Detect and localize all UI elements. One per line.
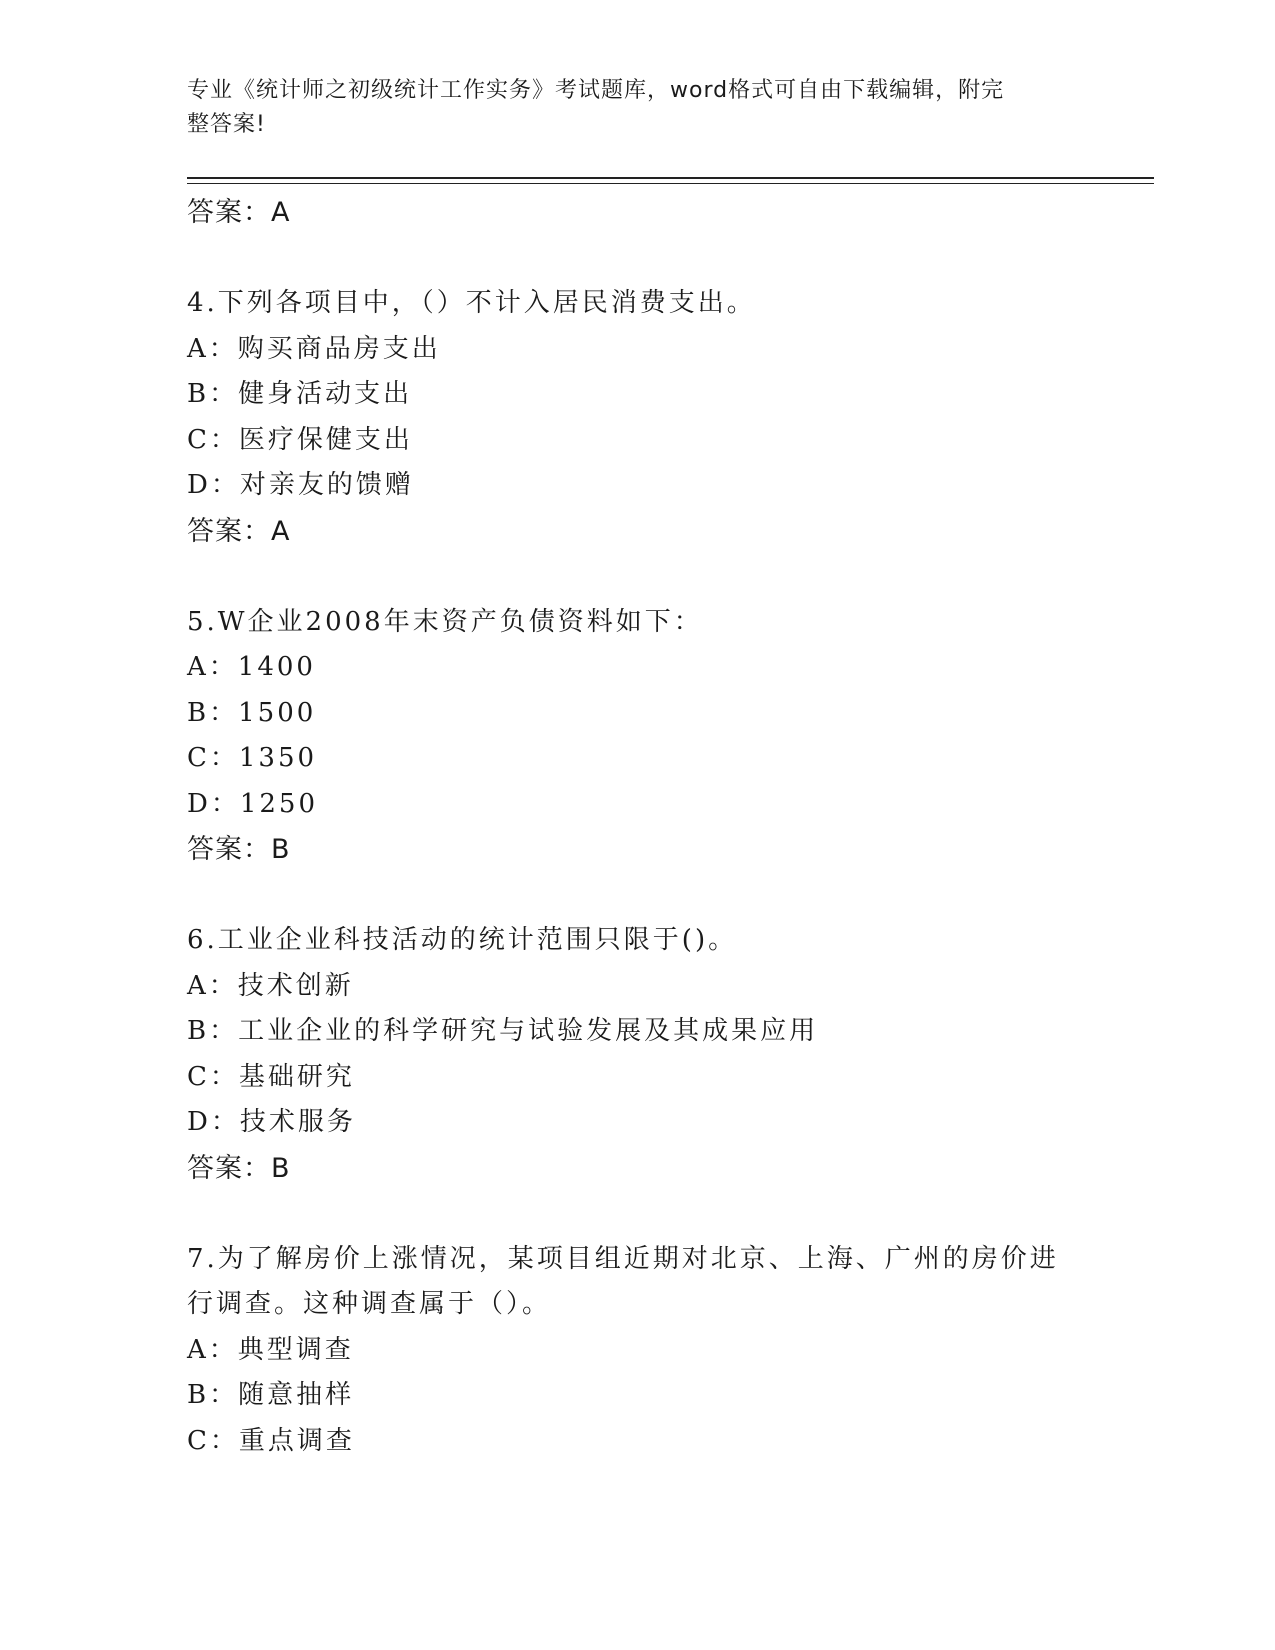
spacer [187, 873, 1087, 919]
question-stem-line-2: 行调查。这种调查属于（）。 [187, 1289, 552, 1319]
option-c: C：医疗保健支出 [187, 424, 413, 455]
option-c: C：1350 [187, 743, 318, 773]
question-stem: 6.工业企业科技活动的统计范围只限于()。 [187, 925, 738, 955]
option-a: A：典型调查 [187, 1334, 354, 1365]
option-b: B：健身活动支出 [187, 379, 413, 409]
header-line-1: 专业《统计师之初级统计工作实务》考试题库，word格式可自由下载编辑，附完 [187, 78, 1005, 103]
option-a: A：购买商品房支出 [187, 333, 441, 364]
header-divider-thin [187, 183, 1154, 184]
document-header [187, 74, 1067, 142]
previous-answer: 答案：A [187, 197, 291, 228]
question-5 [187, 600, 1087, 873]
option-d: D：技术服务 [187, 1107, 356, 1137]
question-4 [187, 281, 1087, 554]
option-d: D：对亲友的馈赠 [187, 470, 414, 500]
question-stem-line-1: 7.为了解房价上涨情况，某项目组近期对北京、上海、广州的房价进 [187, 1243, 1059, 1274]
option-c: C：基础研究 [187, 1061, 355, 1092]
answer: 答案：B [187, 1152, 291, 1184]
option-a: A：技术创新 [187, 970, 354, 1001]
answer: 答案：A [187, 515, 291, 547]
question-stem: 4.下列各项目中，（）不计入居民消费支出。 [187, 288, 756, 318]
option-a: A：1400 [187, 652, 316, 682]
spacer [187, 554, 1087, 600]
option-b: B：1500 [187, 697, 317, 728]
option-b: B：工业企业的科学研究与试验发展及其成果应用 [187, 1016, 819, 1046]
question-list [187, 190, 1087, 1464]
option-b: B：随意抽样 [187, 1380, 355, 1410]
option-c: C：重点调查 [187, 1425, 355, 1456]
option-d: D：1250 [187, 788, 319, 819]
question-7 [187, 1237, 1087, 1465]
header-line-2: 整答案! [187, 112, 266, 137]
question-stem: 5.W企业2008年末资产负债资料如下： [187, 606, 703, 637]
question-6 [187, 918, 1087, 1191]
header-divider-thick [187, 177, 1154, 179]
spacer [187, 236, 1087, 282]
answer: 答案：B [187, 834, 291, 865]
spacer [187, 1191, 1087, 1237]
